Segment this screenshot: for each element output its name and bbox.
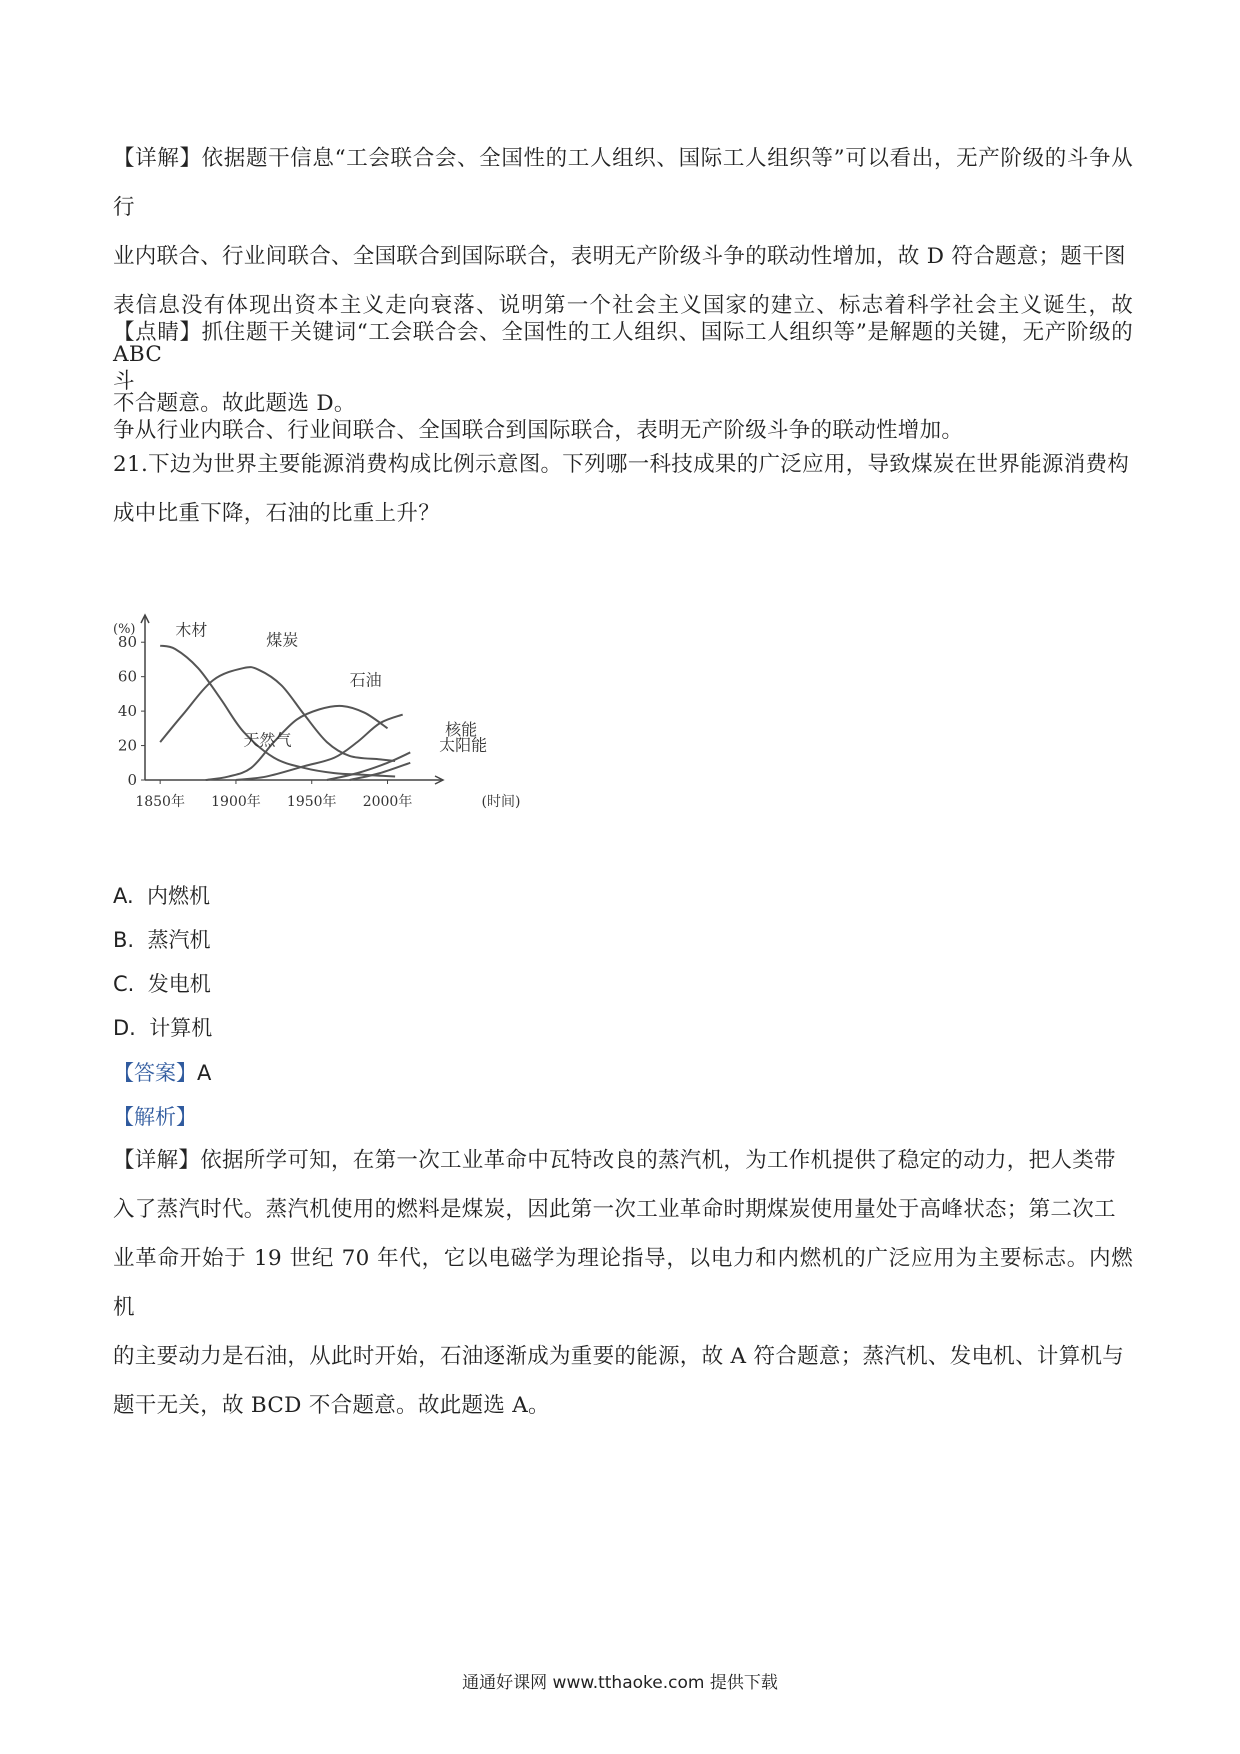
- prev-detail-line-1: [113, 134, 1133, 232]
- detail-text-1: 依据所学可知，在第一次工业革命中瓦特改良的蒸汽机，为工作机提供了稳定的动力，把人类带: [200, 1148, 1116, 1173]
- x-tick-label: 1900年: [211, 794, 261, 810]
- x-axis-label: (时间): [481, 794, 521, 810]
- energy-consumption-chart: [113, 605, 573, 915]
- series-label-4: 天然气: [243, 730, 292, 750]
- detail-line-3: 业革命开始于 19 世纪 70 年代，它以电磁学为理论指导，以电力和内燃机的广泛应用为主要标志。内燃机: [113, 1246, 1133, 1320]
- option-c: [113, 969, 211, 999]
- detail-label: 【详解】: [113, 1148, 201, 1173]
- y-tick-label: 20: [117, 736, 137, 755]
- option-b-text: 蒸汽机: [147, 928, 211, 952]
- prev-detail-text-1: 依据题干信息“工会联合会、全国性的工人组织、国际工人组织等”可以看出，无产阶级的斗争从行: [113, 146, 1134, 220]
- question-line-1: 21.下边为世界主要能源消费构成比例示意图。下列哪一科技成果的广泛应用，导致煤炭在世界能源消费构: [113, 452, 1130, 477]
- option-b-letter: B.: [113, 928, 135, 952]
- y-tick-label: 0: [127, 771, 137, 789]
- prev-detail-line-4: 不合题意。故此题选 D。: [113, 391, 356, 416]
- detail-line-5: 题干无关，故 BCD 不合题意。故此题选 A。: [113, 1393, 550, 1418]
- prev-point-label: 【点睛】: [113, 320, 202, 345]
- y-axis-label: (%): [113, 622, 136, 637]
- prev-detail-line-3: 表信息没有体现出资本主义走向衰落、说明第一个社会主义国家的建立、标志着科学社会主义诞生，故 ABC: [113, 293, 1133, 367]
- question-line-2: 成中比重下降，石油的比重上升？: [113, 501, 441, 526]
- chart-labels: [175, 620, 487, 754]
- detail-line-1: [113, 1136, 1133, 1185]
- option-d: [113, 1013, 212, 1043]
- detail-block: [113, 1136, 1133, 1430]
- option-b: [113, 925, 210, 955]
- series-label-3: 石油: [349, 670, 382, 690]
- series-label-6: 太阳能: [439, 735, 488, 755]
- question-block: [113, 440, 1133, 538]
- y-tick-label: 60: [117, 667, 137, 686]
- prev-point-line-1: [113, 308, 1133, 406]
- prev-point-text-1: 抓住题干关键词“工会联合会、全国性的工人组织、国际工人组织等”是解题的关键，无产阶级的斗: [113, 320, 1134, 394]
- prev-point-block: [113, 308, 1133, 455]
- y-tick-label: 40: [117, 702, 137, 721]
- y-tick-label: 80: [117, 633, 137, 652]
- chart-series: [160, 646, 410, 780]
- answer-label: 【答案】: [113, 1061, 197, 1085]
- prev-point-line-2: 争从行业内联合、行业间联合、全国联合到国际联合，表明无产阶级斗争的联动性增加。: [113, 418, 964, 443]
- analysis-label-line: [113, 1102, 197, 1132]
- series-label-1: 木材: [175, 620, 208, 640]
- series-label-5: 核能: [445, 720, 478, 740]
- prev-detail-label: 【详解】: [113, 146, 202, 171]
- option-d-text: 计算机: [149, 1016, 213, 1040]
- analysis-label: 【解析】: [113, 1105, 197, 1129]
- answer-line: [113, 1058, 211, 1088]
- x-tick-label: 1950年: [286, 794, 337, 810]
- detail-line-2: 入了蒸汽时代。蒸汽机使用的燃料是煤炭，因此第一次工业革命时期煤炭使用量处于高峰状态；第二次工: [113, 1197, 1116, 1222]
- series-label-2: 煤炭: [266, 630, 299, 650]
- detail-line-4: 的主要动力是石油，从此时开始，石油逐渐成为重要的能源，故 A 符合题意；蒸汽机、发电机、计算机与: [113, 1344, 1125, 1369]
- option-c-text: 发电机: [147, 972, 211, 996]
- option-a: [113, 881, 210, 911]
- option-c-letter: C.: [113, 972, 135, 996]
- page-footer: 通通好课网 www.tthaoke.com 提供下载: [462, 1673, 778, 1693]
- option-a-letter: A.: [113, 884, 134, 908]
- chart-axes: [113, 615, 520, 810]
- x-tick-label: 2000年: [362, 794, 413, 810]
- x-tick-label: 1850年: [135, 794, 185, 810]
- prev-detail-line-2: 业内联合、行业间联合、全国联合到国际联合，表明无产阶级斗争的联动性增加，故 D 符合题意；题干图: [113, 244, 1126, 269]
- answer-value: A: [197, 1061, 212, 1085]
- option-a-text: 内燃机: [147, 884, 211, 908]
- option-d-letter: D.: [113, 1016, 136, 1040]
